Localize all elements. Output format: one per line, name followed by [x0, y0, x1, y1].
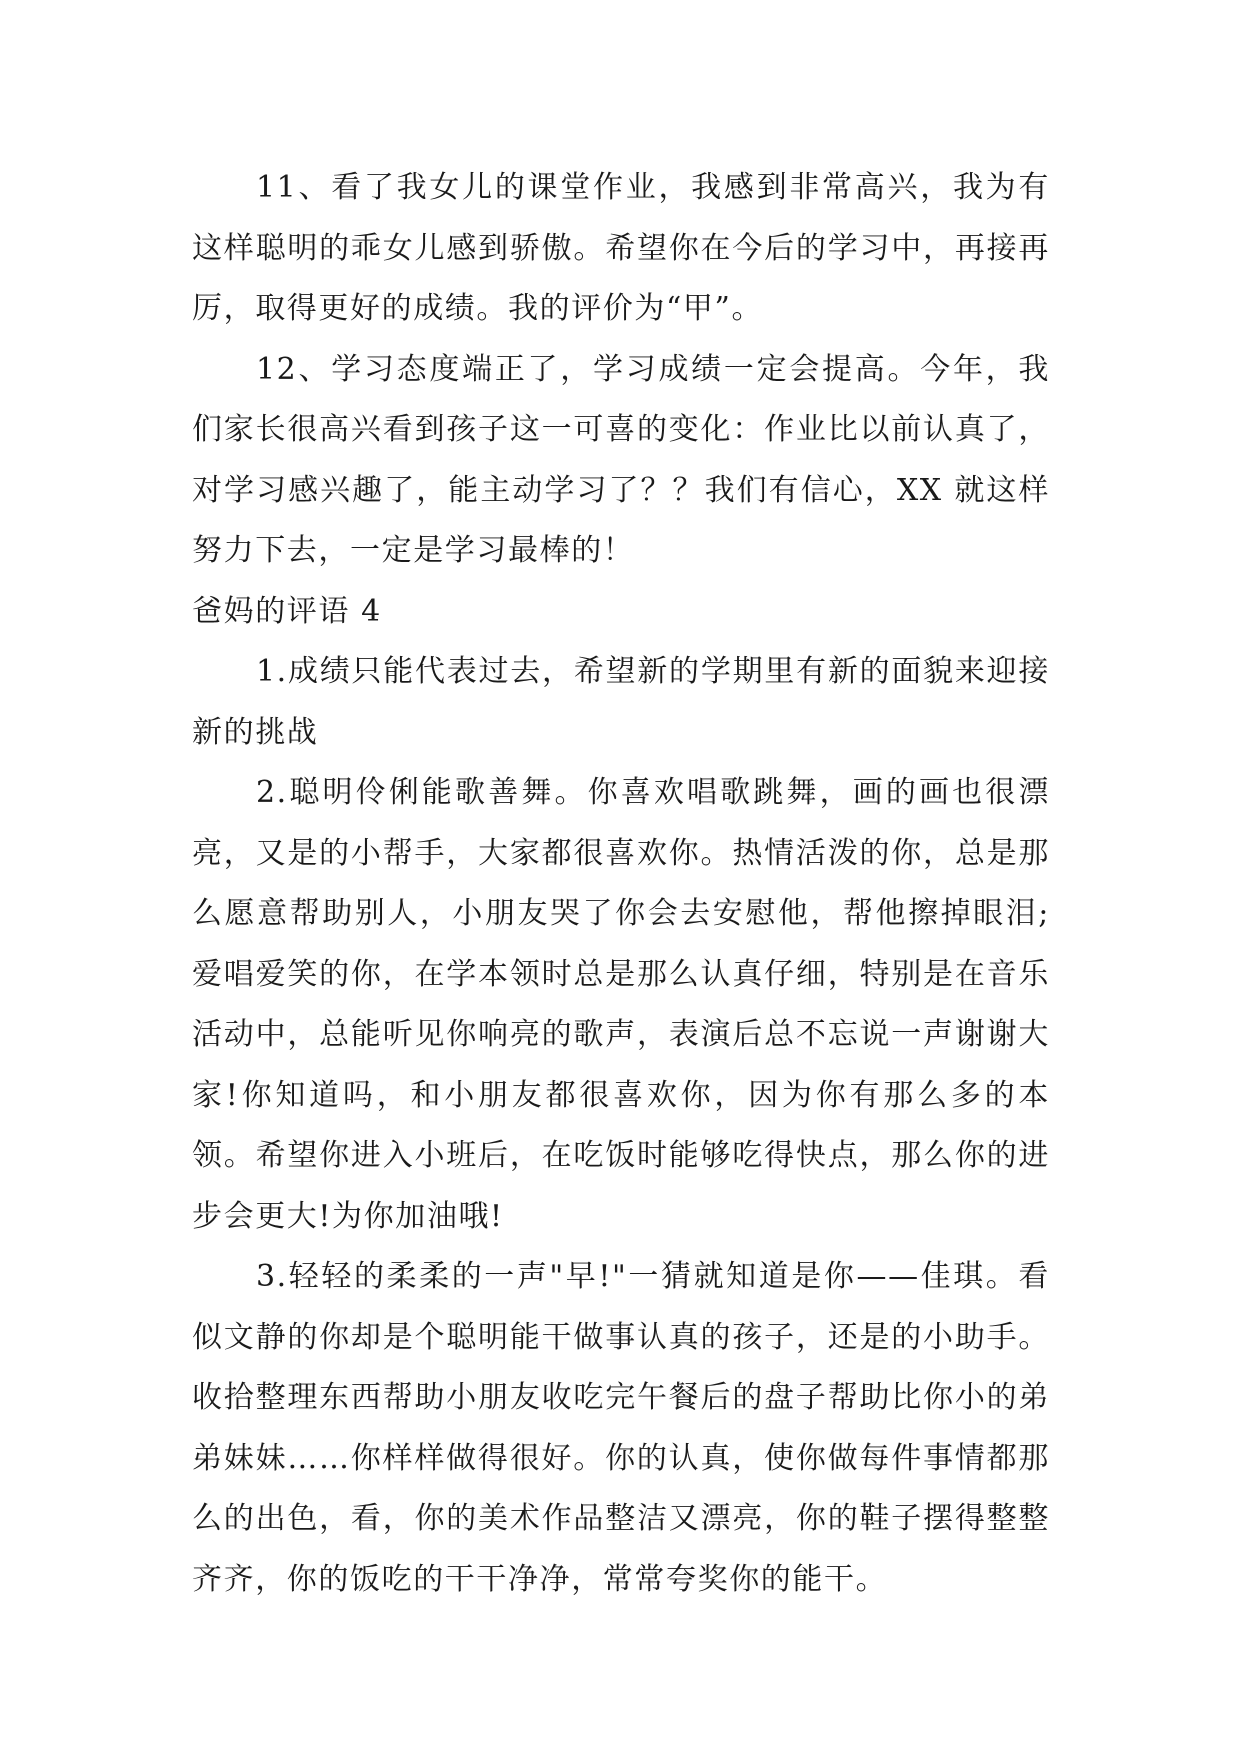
item-2: 2.聪明伶俐能歌善舞。你喜欢唱歌跳舞，画的画也很漂亮，又是的小帮手，大家都很喜欢你。热情活泼的你，总是那么愿意帮助别人，小朋友哭了你会去安慰他，帮他擦掉眼泪;爱唱爱笑的你，在学本领时总是那么认真仔细，特别是在音乐活动中，总能听见你响亮的歌声，表演后总不忘说一声谢谢大家!你知道吗，和小朋友都很喜欢你，因为你有那么多的本领。希望你进入小班后，在吃饭时能够吃得快点，那么你的进步会更大!为你加油哦!	[192, 775, 1050, 1234]
paragraph-11: 11、看了我女儿的课堂作业，我感到非常高兴，我为有这样聪明的乖女儿感到骄傲。希望你在今后的学习中，再接再厉，取得更好的成绩。我的评价为“甲”。	[192, 170, 1050, 326]
item-1: 1.成绩只能代表过去，希望新的学期里有新的面貌来迎接新的挑战	[192, 654, 1050, 750]
item-3: 3.轻轻的柔柔的一声"早!"一猜就知道是你——佳琪。看似文静的你却是个聪明能干做事认真的孩子，还是的小助手。收拾整理东西帮助小朋友收吃完午餐后的盘子帮助比你小的弟弟妹妹……你样样做得很好。你的认真，使你做每件事情都那么的出色，看，你的美术作品整洁又漂亮，你的鞋子摆得整整齐齐，你的饭吃的干干净净，常常夸奖你的能干。	[192, 1259, 1050, 1597]
document-body	[192, 158, 1050, 1610]
section-heading: 爸妈的评语 4	[192, 593, 382, 629]
paragraph-12: 12、学习态度端正了，学习成绩一定会提高。今年，我们家长很高兴看到孩子这一可喜的变化：作业比以前认真了，对学习感兴趣了，能主动学习了？？我们有信心，XX 就这样努力下去，一定是学习最棒的！	[192, 351, 1050, 568]
